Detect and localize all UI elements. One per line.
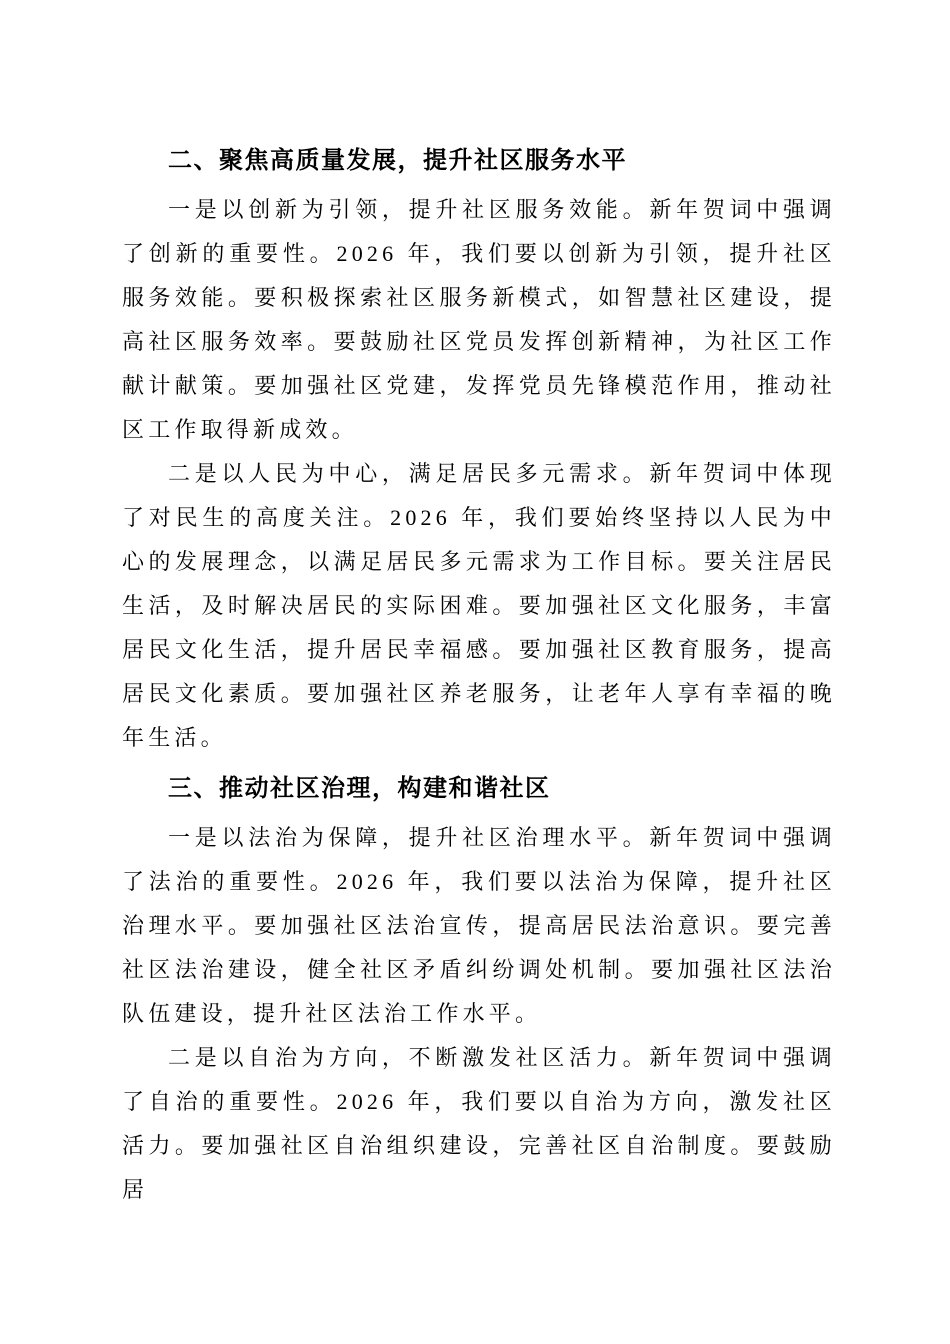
paragraph-self-governance: 二是以自治为方向，不断激发社区活力。新年贺词中强调了自治的重要性。2026 年，我们要以自治为方向，激发社区活力。要加强社区自治组织建设，完善社区自治制度。要鼓励居 — [122, 1045, 836, 1202]
paragraph-people-centered: 二是以人民为中心，满足居民多元需求。新年贺词中体现了对民生的高度关注。2026 年，我们要始终坚持以人民为中心的发展理念，以满足居民多元需求为工作目标。要关注居民生活，及时解决居民的实际困难。要加强社区文化服务，丰富居民文化生活，提升居民幸福感。要加强社区教育服务，提高居民文化素质。要加强社区养老服务，让老年人享有幸福的晚年生活。 — [122, 461, 836, 750]
paragraph-innovation-service: 一是以创新为引领，提升社区服务效能。新年贺词中强调了创新的重要性。2026 年，我们要以创新为引领，提升社区服务效能。要积极探索社区服务新模式，如智慧社区建设，提高社区服务效率。要鼓励社区党员发挥创新精神，为社区工作献计献策。要加强社区党建，发挥党员先锋模范作用，推动社区工作取得新成效。 — [122, 197, 836, 442]
section-heading-3: 三、推动社区治理，构建和谐社区 — [168, 774, 551, 802]
paragraph-rule-of-law: 一是以法治为保障，提升社区治理水平。新年贺词中强调了法治的重要性。2026 年，我们要以法治为保障，提升社区治理水平。要加强社区法治宣传，提高居民法治意识。要完善社区法治建设，健全社区矛盾纠纷调处机制。要加强社区法治队伍建设，提升社区法治工作水平。 — [122, 825, 836, 1026]
section-heading-2: 二、聚焦高质量发展，提升社区服务水平 — [168, 146, 627, 174]
